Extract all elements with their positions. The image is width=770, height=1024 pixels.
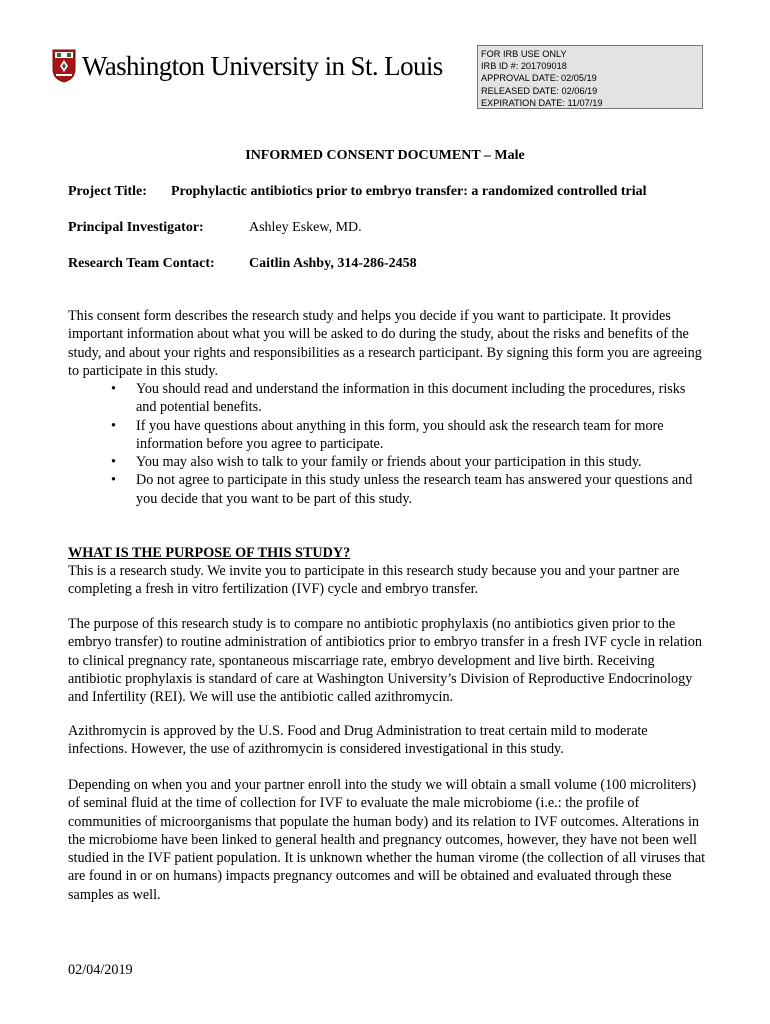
list-item: • You may also wish to talk to your family or friends about your participation in this study. [108, 453, 708, 471]
university-logo [52, 46, 443, 86]
principal-investigator-row [68, 220, 362, 236]
irb-approval-date: APPROVAL DATE: 02/05/19 [481, 73, 597, 84]
irb-stamp-box [477, 45, 703, 109]
contact-value: Caitlin Ashby, 314-286-2458 [249, 256, 417, 271]
purpose-heading: WHAT IS THE PURPOSE OF THIS STUDY? [68, 545, 351, 561]
university-shield-icon [52, 49, 76, 83]
pi-value: Ashley Eskew, MD. [249, 220, 362, 235]
irb-expiration-date: EXPIRATION DATE: 11/07/19 [481, 97, 603, 108]
intro-bullet-list [108, 380, 708, 508]
list-item: • If you have questions about anything in this form, you should ask the research team for more information before you agree to participate. [108, 417, 708, 454]
research-contact-row [68, 256, 417, 272]
purpose-paragraph-3: Azithromycin is approved by the U.S. Food and Drug Administration to treat certain mild to moderate infections. However, the use of azithromycin is considered investigational in this study. [68, 723, 648, 758]
irb-released-date: RELEASED DATE: 02/06/19 [481, 85, 598, 96]
purpose-paragraph-1: This is a research study. We invite you to participate in this research study because you and your partner are completing a fresh in vitro fertilization (IVF) cycle and embryo transfer. [68, 563, 680, 598]
intro-paragraph: This consent form describes the research study and helps you decide if you want to participate. It provides important information about what you will be asked to do during the study, about the risks and benefits of the study, and about your rights and responsibilities as a research participant. By signing this form you are agreeing to participate in this study. [68, 308, 702, 379]
university-wordmark: Washington University in St. Louis [82, 50, 443, 81]
project-title-row [68, 184, 647, 200]
document-title: INFORMED CONSENT DOCUMENT – Male [245, 148, 525, 163]
pi-label: Principal Investigator: [68, 220, 204, 235]
irb-line: FOR IRB USE ONLY [481, 49, 567, 59]
project-title-label: Project Title: [68, 184, 147, 199]
irb-id: IRB ID #: 201709018 [481, 61, 567, 72]
purpose-paragraph-2: The purpose of this research study is to compare no antibiotic prophylaxis (no antibiotics given prior to the embryo transfer) to routine administration of antibiotics prior to embryo transfer in a fresh IVF cycle in relation to clinical pregnancy rate, spontaneous miscarriage rate, embryo development and live birth. Receiving antibiotic prophylaxis is standard of care at Washington University’s Division of Reproductive Endocrinology and Infertility (REI). We will use the antibiotic called azithromycin. [68, 616, 702, 706]
list-item: • You should read and understand the information in this document including the procedures, risks and potential benefits. [108, 380, 708, 417]
list-item: • Do not agree to participate in this study unless the research team has answered your questions and you decide that you want to be part of this study. [108, 471, 708, 508]
footer-date: 02/04/2019 [68, 962, 133, 978]
purpose-paragraph-4: Depending on when you and your partner enroll into the study we will obtain a small volume (100 microliters) of seminal fluid at the time of collection for IVF to evaluate the male microbiome (i.e.: the profile of communities of microorganisms that populate the human body) and its relation to IVF outcomes. Alterations in the microbiome have been linked to general health and pregnancy outcomes, however, they have not been well studied in the IVF patient population. It is unknown whether the human virome (the collection of all viruses that are found in or on humans) impacts pregnancy outcomes and will be obtained and evaluated through these samples as well. [68, 777, 706, 903]
contact-label: Research Team Contact: [68, 256, 215, 271]
project-title-value: Prophylactic antibiotics prior to embryo transfer: a randomized controlled trial [171, 184, 647, 199]
